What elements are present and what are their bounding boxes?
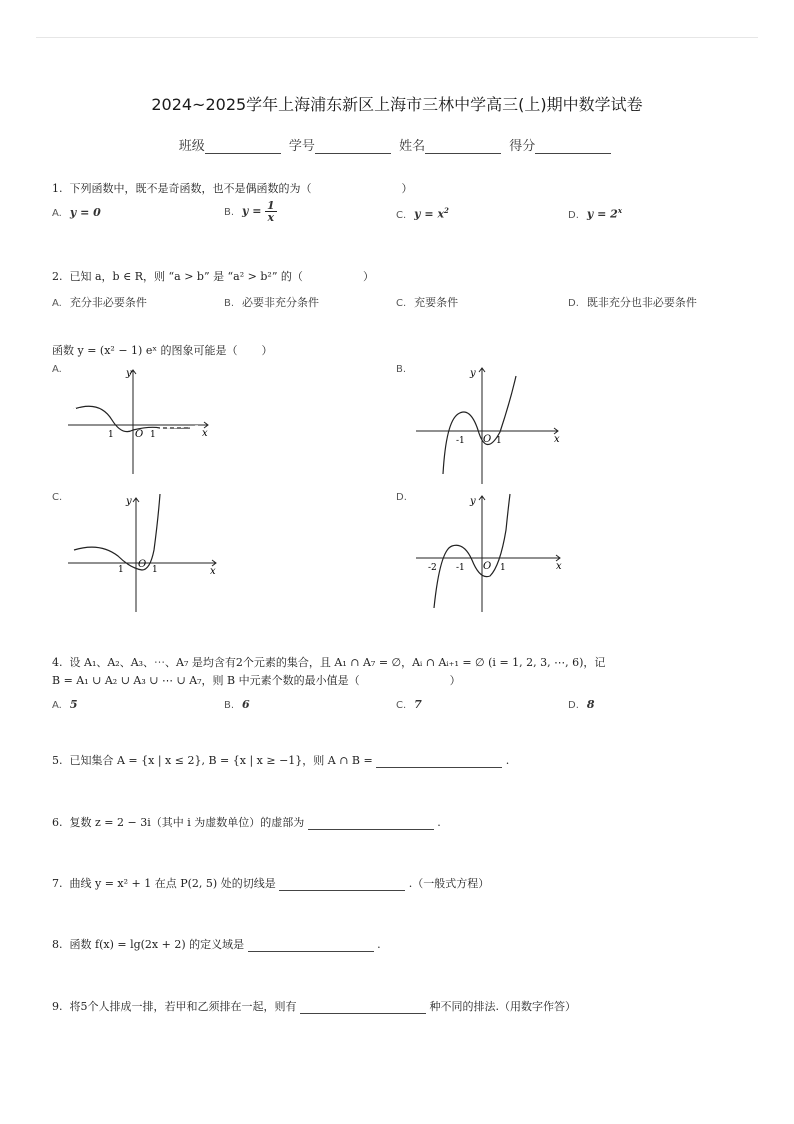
question-text: 曲线 y = x² + 1 在点 P(2, 5) 处的切线是 bbox=[69, 877, 276, 890]
class-blank[interactable] bbox=[205, 139, 281, 154]
score-label: 得分 bbox=[509, 139, 536, 154]
option-label: B. bbox=[396, 364, 407, 375]
question-end: . bbox=[377, 938, 381, 951]
question-number: 5. bbox=[52, 754, 63, 767]
option-label: A. bbox=[52, 208, 62, 219]
tick-label: 1 bbox=[152, 565, 158, 575]
y-label: y bbox=[470, 368, 476, 379]
question-text: 将5个人排成一排，若甲和乙须排在一起，则有 bbox=[69, 1000, 297, 1013]
question-7 bbox=[52, 875, 489, 891]
option-label: B. bbox=[224, 206, 235, 218]
question-close: ） bbox=[261, 344, 273, 357]
option-expr: y = bbox=[242, 204, 262, 218]
question-2 bbox=[52, 268, 374, 284]
question-8 bbox=[52, 936, 381, 952]
question-number: 4. bbox=[52, 656, 63, 669]
x-label: x bbox=[202, 428, 208, 439]
answer-blank[interactable] bbox=[248, 939, 374, 952]
option-text: 既非充分也非必要条件 bbox=[586, 296, 697, 309]
question-4 bbox=[52, 654, 605, 670]
exponent: x bbox=[617, 206, 622, 215]
q4-option-c[interactable] bbox=[396, 698, 422, 711]
tick-label: 1 bbox=[500, 563, 506, 573]
x-label: x bbox=[210, 566, 216, 577]
curve bbox=[443, 376, 516, 474]
name-label: 姓名 bbox=[399, 139, 426, 154]
question-5 bbox=[52, 752, 509, 768]
question-6 bbox=[52, 814, 441, 830]
question-close: ） bbox=[401, 182, 413, 195]
option-label: A. bbox=[52, 364, 62, 375]
option-label: D. bbox=[568, 298, 579, 309]
curve bbox=[434, 494, 510, 608]
option-label: C. bbox=[396, 298, 407, 309]
tick-label: -1 bbox=[456, 563, 465, 573]
x-label: x bbox=[556, 561, 562, 572]
q2-option-d[interactable] bbox=[568, 294, 697, 310]
option-label: C. bbox=[396, 209, 407, 221]
question-text: 已知集合 A = {x | x ≤ 2}, B = {x | x ≥ −1}，则 A ∩ B = bbox=[69, 754, 373, 767]
option-value: 8 bbox=[586, 698, 595, 711]
question-end: .（一般式方程） bbox=[408, 877, 490, 890]
q2-option-b[interactable] bbox=[224, 294, 319, 310]
q2-option-a[interactable] bbox=[52, 294, 147, 310]
y-label: y bbox=[126, 496, 132, 507]
tick-label: 1 bbox=[496, 436, 502, 446]
question-9 bbox=[52, 998, 576, 1014]
question-text: 函数 y = (x² − 1) eˣ 的图象可能是（ bbox=[52, 344, 238, 357]
q4-option-b[interactable] bbox=[224, 698, 250, 711]
q1-option-a[interactable] bbox=[52, 206, 101, 219]
answer-blank[interactable] bbox=[279, 878, 405, 891]
y-label: y bbox=[470, 496, 476, 507]
q3-graph-a[interactable] bbox=[60, 362, 230, 482]
q1-option-d[interactable] bbox=[568, 206, 622, 221]
question-close: ） bbox=[362, 270, 374, 283]
option-label: D. bbox=[396, 492, 407, 503]
option-text: 充要条件 bbox=[414, 296, 459, 309]
option-label: A. bbox=[52, 298, 62, 309]
question-close: ） bbox=[449, 674, 461, 687]
option-expr: y = 2 bbox=[586, 207, 618, 221]
tick-label: 1 bbox=[108, 430, 114, 440]
name-blank[interactable] bbox=[425, 139, 501, 154]
q1-option-b[interactable] bbox=[224, 200, 277, 223]
question-number: 6. bbox=[52, 816, 63, 829]
question-number: 7. bbox=[52, 877, 63, 890]
question-text: 下列函数中，既不是奇函数，也不是偶函数的为（ bbox=[69, 182, 312, 195]
id-label: 学号 bbox=[288, 139, 315, 154]
option-label: B. bbox=[224, 298, 235, 309]
id-blank[interactable] bbox=[315, 139, 391, 154]
option-label: D. bbox=[568, 209, 579, 221]
option-expr: y = 0 bbox=[69, 206, 101, 219]
option-label: D. bbox=[568, 700, 579, 711]
curve bbox=[74, 406, 190, 431]
class-label: 班级 bbox=[178, 139, 205, 154]
q3-graph-c[interactable] bbox=[60, 490, 230, 615]
option-expr: y = x bbox=[414, 207, 444, 221]
origin-label: O bbox=[138, 559, 147, 570]
header-divider bbox=[36, 37, 758, 38]
question-number: 2. bbox=[52, 270, 63, 283]
question-4-line2 bbox=[52, 672, 461, 688]
question-end: . bbox=[437, 816, 441, 829]
tick-label: 1 bbox=[118, 565, 124, 575]
question-end: 种不同的排法.（用数字作答） bbox=[429, 1000, 576, 1013]
question-number: 1. bbox=[52, 182, 63, 195]
q4-option-d[interactable] bbox=[568, 698, 595, 711]
answer-blank[interactable] bbox=[376, 755, 502, 768]
question-number: 8. bbox=[52, 938, 63, 951]
question-1 bbox=[52, 180, 413, 196]
answer-blank[interactable] bbox=[308, 817, 434, 830]
question-text: 复数 z = 2 − 3i（其中 i 为虚数单位）的虚部为 bbox=[69, 816, 305, 829]
y-label: y bbox=[126, 368, 132, 379]
answer-blank[interactable] bbox=[300, 1001, 426, 1014]
q1-option-c[interactable] bbox=[396, 206, 449, 221]
option-label: C. bbox=[396, 700, 407, 711]
option-value: 6 bbox=[242, 698, 250, 711]
tick-label: -2 bbox=[428, 563, 437, 573]
student-info-line bbox=[0, 135, 794, 154]
q3-graph-b[interactable] bbox=[410, 362, 570, 487]
page-title: 2024~2025学年上海浦东新区上海市三林中学高三(上)期中数学试卷 bbox=[151, 95, 643, 114]
origin-label: O bbox=[483, 561, 492, 572]
tick-label: -1 bbox=[456, 436, 465, 446]
option-label: C. bbox=[52, 492, 63, 503]
option-text: 充分非必要条件 bbox=[69, 296, 147, 309]
question-text: 函数 f(x) = lg(2x + 2) 的定义域是 bbox=[69, 938, 245, 951]
question-text-line1: 设 A₁、A₂、A₃、⋯、A₇ 是均含有2个元素的集合，且 A₁ ∩ A₇ = ∅，Aᵢ ∩ Aᵢ₊₁ = ∅ (i = 1, 2, 3, ⋯, 6)，记 bbox=[69, 656, 606, 669]
option-value: 7 bbox=[414, 698, 422, 711]
option-label: A. bbox=[52, 700, 62, 711]
option-label: B. bbox=[224, 700, 235, 711]
denominator: x bbox=[267, 211, 275, 224]
option-text: 必要非充分条件 bbox=[242, 296, 320, 309]
x-label: x bbox=[554, 434, 560, 445]
question-number: 9. bbox=[52, 1000, 63, 1013]
curve bbox=[74, 494, 160, 570]
question-text-line2: B = A₁ ∪ A₂ ∪ A₃ ∪ ⋯ ∪ A₇，则 B 中元素个数的最小值是（ bbox=[52, 674, 360, 687]
question-text: 已知 a，b ∈ R，则 “a > b” 是 “a² > b²” 的（ bbox=[69, 270, 303, 283]
question-3 bbox=[52, 342, 273, 358]
numerator: 1 bbox=[267, 199, 275, 212]
tick-label: 1 bbox=[150, 430, 156, 440]
score-blank[interactable] bbox=[535, 139, 611, 154]
q2-option-c[interactable] bbox=[396, 294, 458, 310]
question-end: . bbox=[505, 754, 510, 767]
origin-label: O bbox=[483, 434, 492, 445]
option-value: 5 bbox=[69, 698, 78, 711]
origin-label: O bbox=[135, 429, 144, 440]
fraction bbox=[265, 200, 277, 223]
q4-option-a[interactable] bbox=[52, 698, 78, 711]
exponent: 2 bbox=[444, 206, 449, 215]
q3-graph-d[interactable] bbox=[410, 490, 570, 615]
